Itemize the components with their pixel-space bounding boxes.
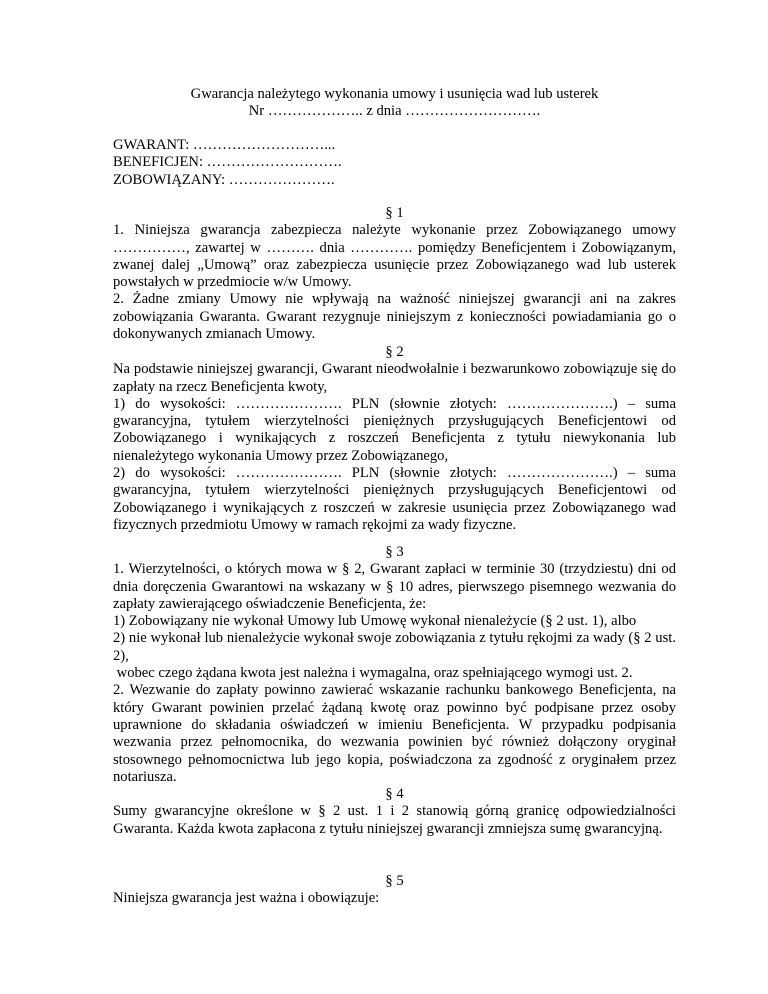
section-2-paragraph-1: Na podstawie niniejszej gwarancji, Gwarant nieodwołalnie i bezwarunkowo zobowiązuje się do zapłaty na rzecz Beneficjenta kwoty, — [113, 361, 676, 395]
section-2 — [113, 344, 676, 534]
section-3-paragraph-2: 1) Zobowiązany nie wykonał Umowy lub Umowę wykonał nienależycie (§ 2 ust. 1), albo — [113, 613, 637, 630]
party-beneficjent: BENEFICJEN: ………………………. — [113, 154, 342, 171]
section-4 — [113, 786, 676, 838]
section-4-heading: § 4 — [385, 786, 404, 802]
section-3-paragraph-1: 1. Wierzytelności, o których mowa w § 2, Gwarant zapłaci w terminie 30 (trzydziestu) dni od dnia doręczenia Gwarantowi na wskazany w § 10 adres, pierwszego pisemnego wezwania do zapłaty zawierającego oświadczenie Beneficjenta, że: — [113, 561, 676, 612]
section-1-heading: § 1 — [385, 205, 404, 221]
party-gwarant: GWARANT: ………………………... — [113, 137, 336, 153]
section-1 — [113, 205, 676, 343]
section-1-paragraph-1: 1. Niniejsza gwarancja zabezpiecza należyte wykonanie przez Zobowiązanego umowy ……………, zawartej w ………. dnia …………. pomiędzy Beneficjentem i Zobowiązanym, zwanej dalej „Umową” oraz zabezpiecza usunięcie przez Zobowiązanego wad lub usterek powstałych w przedmiocie w/w Umowy. — [113, 222, 676, 291]
section-5-paragraph-1: Niniejsza gwarancja jest ważna i obowiązuje: — [113, 890, 380, 907]
section-5-heading: § 5 — [385, 873, 404, 889]
section-2-paragraph-3: 2) do wysokości: …………………. PLN (słownie złotych: ………………….) – suma gwarancyjna, tytułem wierzytelności pieniężnych przysługujących Beneficjentowi od Zobowiązanego i wynikających z roszczeń w zakresie usunięcia przez Zobowiązanego wad fizycznych przedmiotu Umowy w ramach rękojmi za wady fizyczne. — [113, 465, 676, 533]
section-3 — [113, 544, 676, 786]
section-3-paragraph-3: 2) nie wykonał lub nienależycie wykonał swoje zobowiązania z tytułu rękojmi za wady (§ 2 ust. 2), — [113, 630, 676, 664]
section-2-heading: § 2 — [385, 344, 404, 360]
section-3-heading: § 3 — [385, 544, 404, 560]
section-3-paragraph-4: wobec czego żądana kwota jest należna i wymagalna, oraz spełniającego wymogi ust. 2. — [113, 665, 633, 682]
document-title — [113, 86, 676, 121]
parties-block — [113, 137, 676, 189]
section-1-paragraph-2: 2. Żadne zmiany Umowy nie wpływają na ważność niniejszej gwarancji ani na zakres zobowiązania Gwaranta. Gwarant rezygnuje niniejszym z konieczności powiadamiania go o dokonywanych zmianach Umowy. — [113, 291, 676, 343]
title-line-2: Nr ……………….. z dnia ………………………. — [248, 103, 541, 120]
party-zobowiazany: ZOBOWIĄZANY: …………………. — [113, 171, 335, 188]
section-3-paragraph-5: 2. Wezwanie do zapłaty powinno zawierać wskazanie rachunku bankowego Beneficjenta, na który Gwarant powinien przelać żądaną kwotę oraz powinno być podpisane przez osoby uprawnione do składania oświadczeń w imieniu Beneficjenta. W przypadku podpisania wezwania przez pełnomocnika, do wezwania powinien być również dołączony oryginał stosownego pełnomocnictwa lub jego kopia, poświadczona za zgodność z oryginałem przez notariusza. — [113, 682, 676, 785]
title-line-1: Gwarancja należytego wykonania umowy i usunięcia wad lub usterek — [190, 86, 599, 102]
section-4-paragraph-1: Sumy gwarancyjne określone w § 2 ust. 1 i 2 stanowią górną granicę odpowiedzialności Gwaranta. Każda kwota zapłacona z tytułu niniejszej gwarancji zmniejsza sumę gwarancyjną. — [113, 803, 676, 837]
section-2-paragraph-2: 1) do wysokości: …………………. PLN (słownie złotych: ………………….) – suma gwarancyjna, tytułem wierzytelności pieniężnych przysługujących Beneficjentowi od Zobowiązanego i wynikających z roszczeń Beneficjenta z tytułu niewykonania lub nienależytego wykonania Umowy przez Zobowiązanego, — [113, 395, 676, 464]
section-5 — [113, 873, 676, 908]
